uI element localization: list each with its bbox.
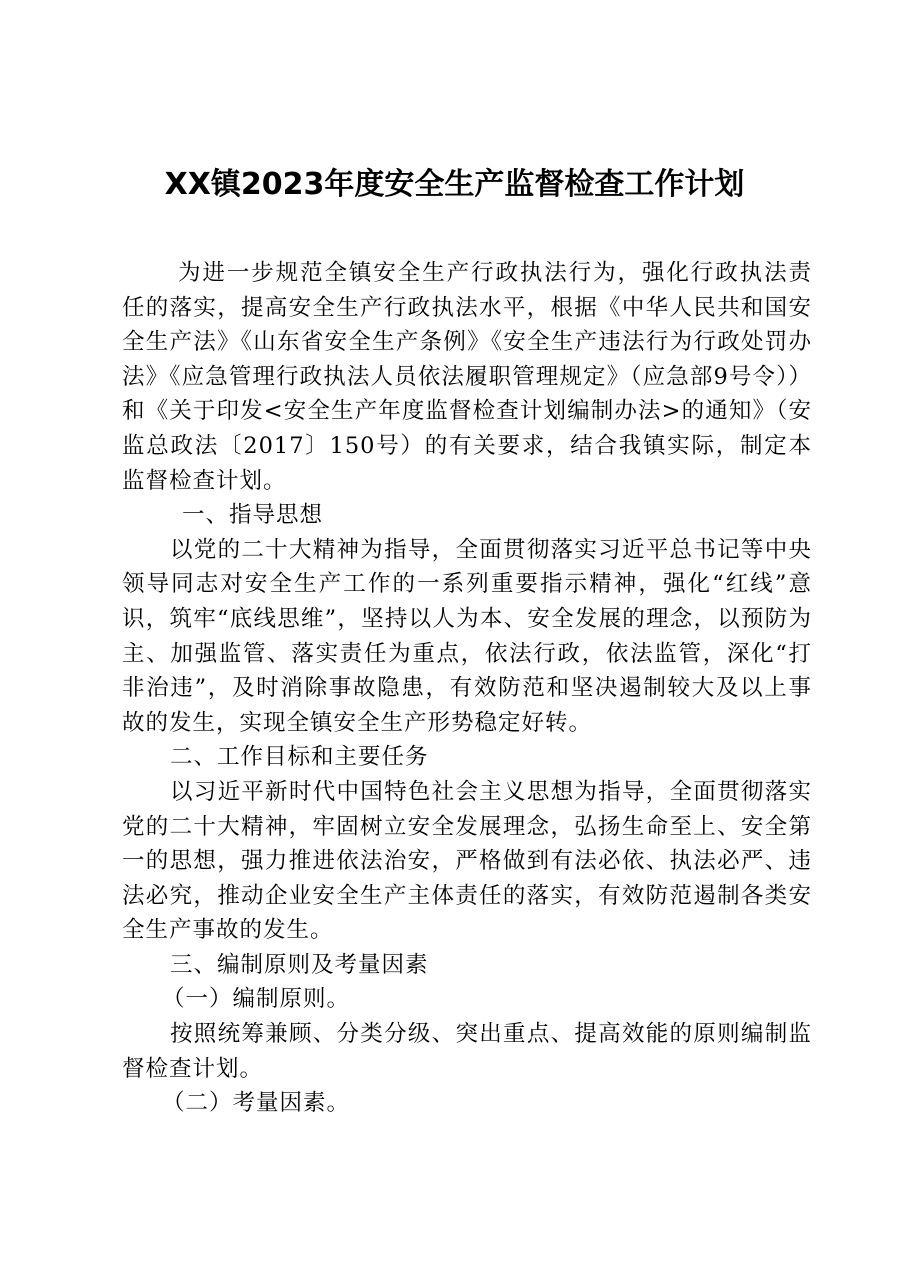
section1-paragraph: 以党的二十大精神为指导，全面贯彻落实习近平总书记等中央领导同志对安全生产工作的一系列重要指示精神，强化“红线”意识，筑牢“底线思维”，坚持以人为本、安全发展的理念，以预防为主、加强监管、落实责任为重点，依法行政，依法监管，深化“打非治违”，及时消除事故隐患，有效防范和坚决遏制较大及以上事故的发生，实现全镇安全生产形势稳定好转。 — [122, 536, 812, 736]
subsection1-paragraph: 按照统筹兼顾、分类分级、突出重点、提高效能的原则编制监督检查计划。 — [122, 1021, 812, 1082]
section3-heading: 三、编制原则及考量因素 — [170, 951, 429, 978]
section2-paragraph: 以习近平新时代中国特色社会主义思想为指导，全面贯彻落实党的二十大精神，牢固树立安全发展理念，弘扬生命至上、安全第一的思想，强力推进依法治安，严格做到有法必依、执法必严、违法必究，推动企业安全生产主体责任的落实，有效防范遏制各类安全生产事故的发生。 — [122, 778, 812, 944]
document-title: XX镇2023年度安全生产监督检查工作计划 — [164, 167, 745, 202]
section1-heading: 一、指导思想 — [182, 502, 324, 529]
intro-paragraph: 为进一步规范全镇安全生产行政执法行为，强化行政执法责任的落实，提高安全生产行政执法水平，根据《中华人民共和国安全生产法》《山东省安全生产条例》《安全生产违法行为行政处罚办法》《应急管理行政执法人员依法履职管理规定》（应急部9号令））和《关于印发<安全生产年度监督检查计划编制办法>的通知》（安监总政法〔2017〕150号）的有关要求，结合我镇实际，制定本监督检查计划。 — [122, 260, 812, 494]
document-body — [122, 256, 812, 1121]
subsection1-heading: （一）编制原则。 — [162, 986, 351, 1013]
subsection2-heading: （二）考量因素。 — [162, 1090, 351, 1117]
section2-heading: 二、工作目标和主要任务 — [170, 744, 429, 771]
